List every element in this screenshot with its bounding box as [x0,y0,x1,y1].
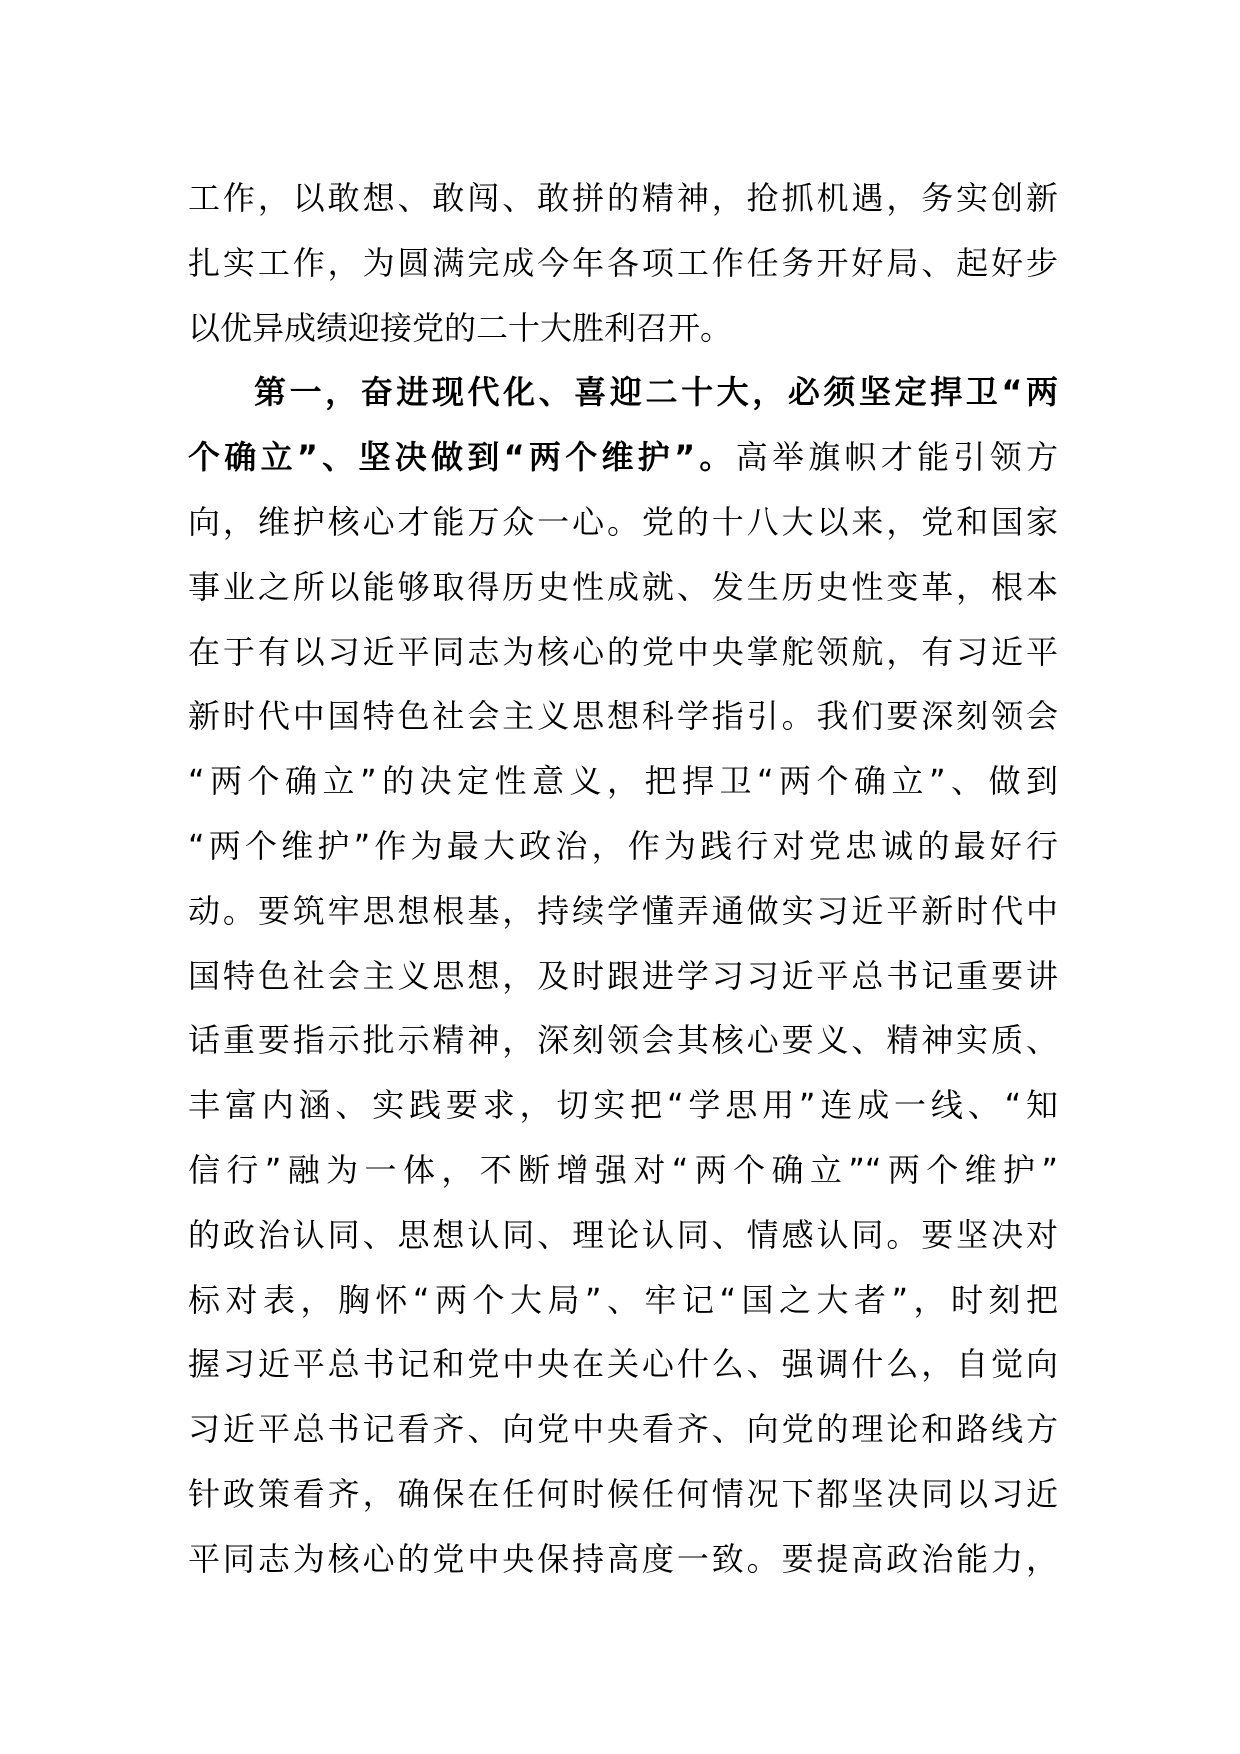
text-line: 习近平总书记看齐、向党中央看齐、向党的理论和路线方 [188,1410,1058,1449]
text-line: 平同志为核心的党中央保持高度一致。要提高政治能力， [188,1539,1058,1578]
text-line: 国特色社会主义思想，及时跟进学习习近平总书记重要讲 [188,956,1058,995]
section-heading: 第一，奋进现代化、喜迎二十大，必须坚定捍卫“两 [254,373,1058,412]
text-line: 以优异成绩迎接党的二十大胜利召开。 [188,308,733,347]
text-line: 握习近平总书记和党中央在关心什么、强调什么，自觉向 [188,1345,1058,1384]
section-heading-continued: 个确立”、坚决做到“两个维护”。 [188,438,736,477]
text-line: 信行”融为一体，不断增强对“两个确立”“两个维护” [188,1150,1058,1189]
text-line: “两个维护”作为最大政治，作为践行对党忠诚的最好行 [188,826,1058,865]
text-span: 高举旗帜才能引领方 [735,438,1058,477]
text-line: 话重要指示批示精神，深刻领会其核心要义、精神实质、 [188,1021,1058,1060]
text-line: 针政策看齐，确保在任何时候任何情况下都坚决同以习近 [188,1474,1058,1513]
text-line: 事业之所以能够取得历史性成就、发生历史性变革，根本 [188,567,1058,606]
text-line: 新时代中国特色社会主义思想科学指引。我们要深刻领会 [188,697,1058,736]
text-line: 动。要筑牢思想根基，持续学懂弄通做实习近平新时代中 [188,891,1058,930]
text-line: 丰富内涵、实践要求，切实把“学思用”连成一线、“知 [188,1086,1058,1125]
text-line: 扎实工作，为圆满完成今年各项工作任务开好局、起好步 [188,243,1058,282]
text-line: 向，维护核心才能万众一心。党的十八大以来，党和国家 [188,502,1058,541]
text-line: 标对表，胸怀“两个大局”、牢记“国之大者”，时刻把 [188,1280,1058,1319]
document-body [188,166,1058,1592]
text-line [188,425,1058,490]
text-line: 的政治认同、思想认同、理论认同、情感认同。要坚决对 [188,1215,1058,1254]
text-line: 在于有以习近平同志为核心的党中央掌舵领航，有习近平 [188,632,1058,671]
text-line: “两个确立”的决定性意义，把捍卫“两个确立”、做到 [188,762,1058,801]
text-line: 工作，以敢想、敢闯、敢拼的精神，抢抓机遇，务实创新 [188,179,1058,217]
